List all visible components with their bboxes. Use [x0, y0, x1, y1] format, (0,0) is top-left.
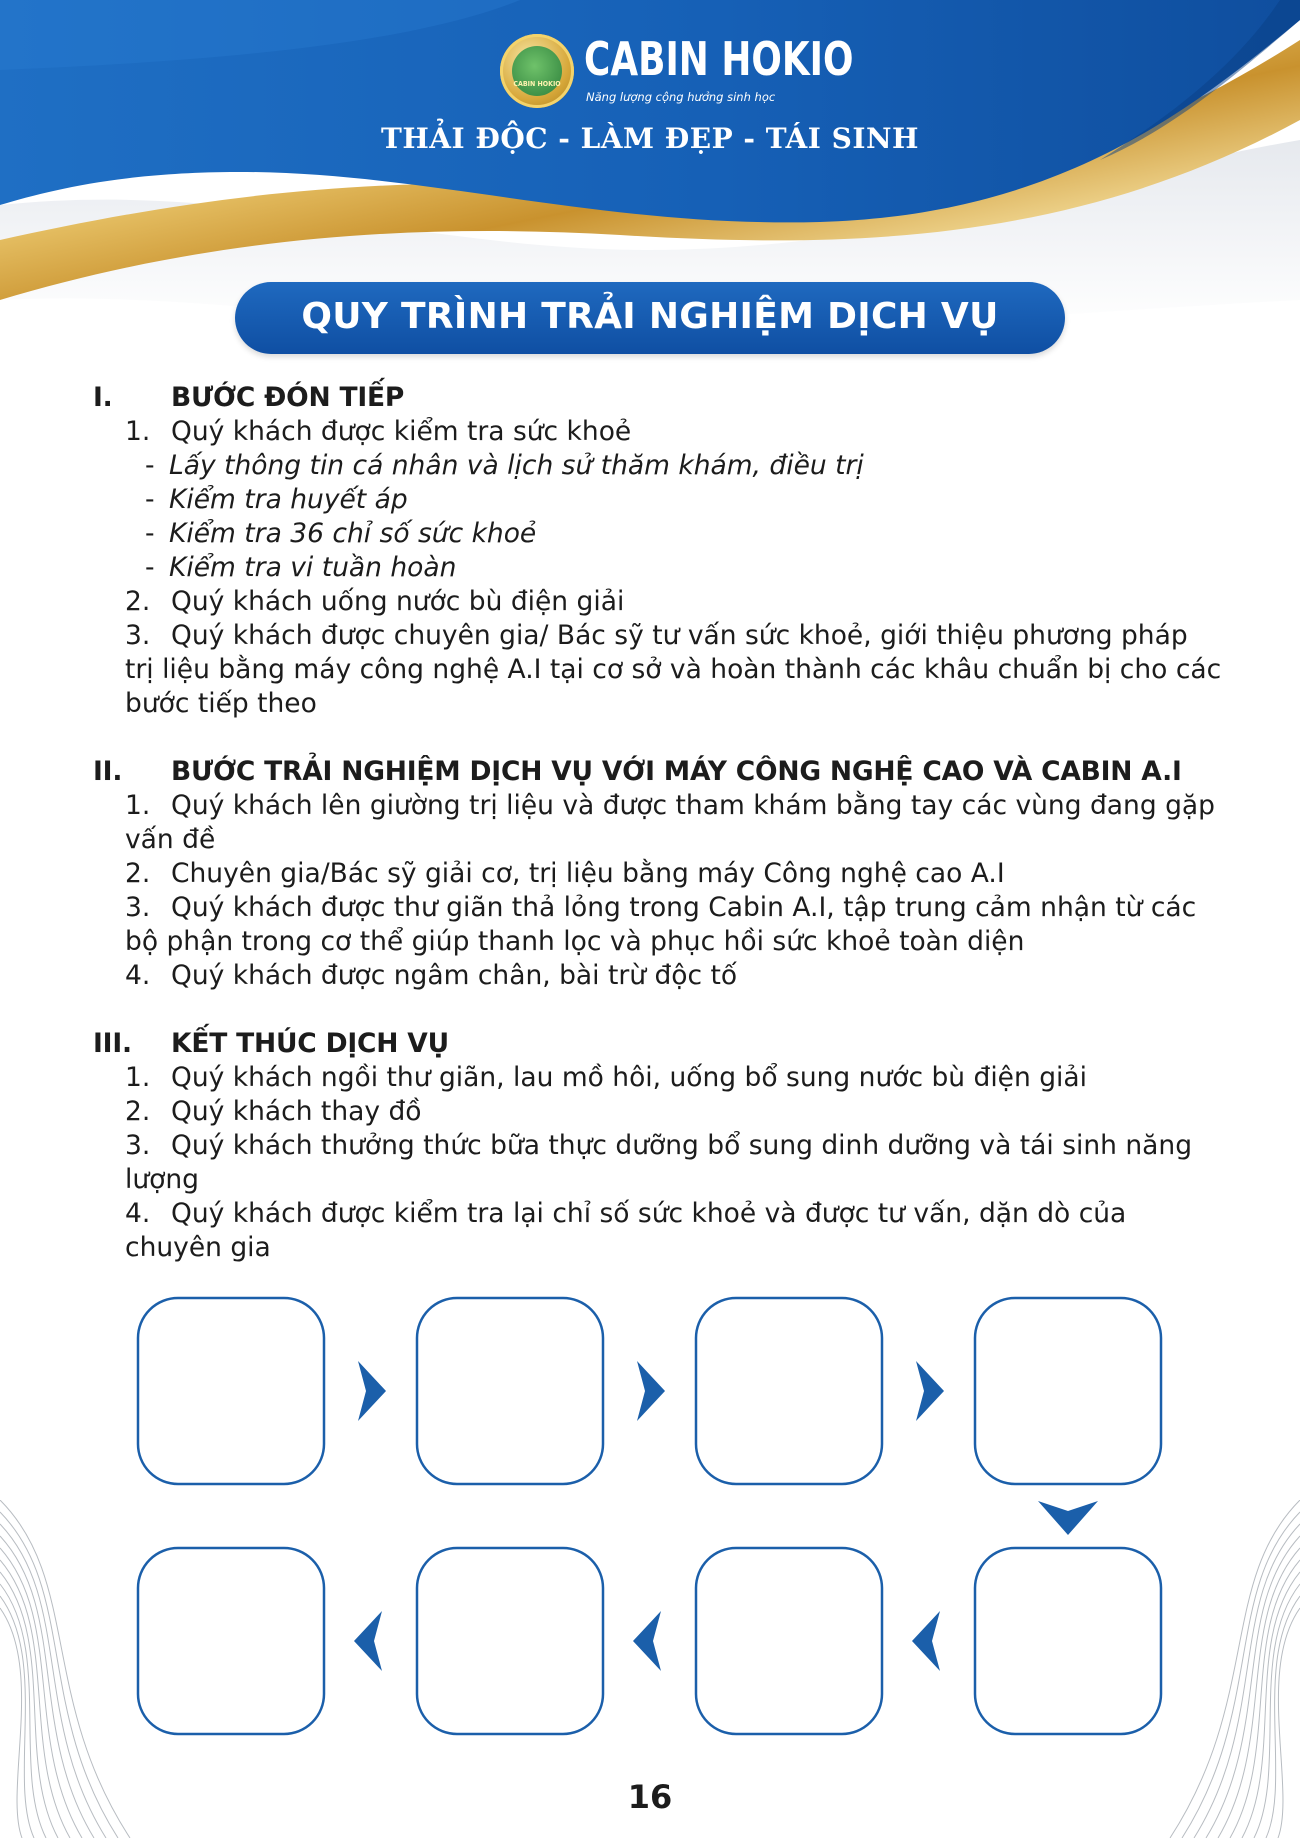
flow-step-box: [138, 1548, 324, 1734]
list-item: 4. Quý khách được kiểm tra lại chỉ số sức khoẻ và được tư vấn, dặn dò của chuyên gia: [125, 1198, 1127, 1263]
section-finish: [93, 1027, 1223, 1265]
list-item: 1. Quý khách ngồi thư giãn, lau mồ hôi, uống bổ sung nước bù điện giải: [125, 1062, 1087, 1093]
flow-step-box: [417, 1298, 603, 1484]
section-reception: [93, 381, 1223, 721]
sub-list-item: - Kiểm tra huyết áp: [145, 484, 408, 515]
chevron-left-icon: [354, 1611, 382, 1671]
list-item: 3. Quý khách được thư giãn thả lỏng trong Cabin A.I, tập trung cảm nhận từ các bộ phận trong cơ thể giúp thanh lọc và phục hồi sức khoẻ toàn diện: [125, 892, 1197, 957]
slogan: THẢI ĐỘC - LÀM ĐẸP - TÁI SINH: [380, 122, 919, 155]
flow-step-box: [975, 1548, 1161, 1734]
section-title: BƯỚC ĐÓN TIẾP: [171, 382, 405, 413]
list-item: 2. Quý khách thay đồ: [125, 1096, 422, 1127]
flow-step-box: [975, 1298, 1161, 1484]
flow-step-box: [138, 1298, 324, 1484]
list-item: 2. Quý khách uống nước bù điện giải: [125, 586, 625, 617]
flow-step-box: [696, 1298, 882, 1484]
list-item: 2. Chuyên gia/Bác sỹ giải cơ, trị liệu bằng máy Công nghệ cao A.I: [125, 858, 1005, 889]
brand-name: CABIN HOKIO: [584, 32, 854, 86]
section-heading: [93, 381, 1223, 415]
section-experience: [93, 755, 1223, 993]
brand-tagline: Năng lượng cộng hưởng sinh học: [586, 90, 776, 104]
section-title: BƯỚC TRẢI NGHIỆM DỊCH VỤ VỚI MÁY CÔNG NGHỆ CAO VÀ CABIN A.I: [171, 756, 1182, 787]
list-item: 3. Quý khách được chuyên gia/ Bác sỹ tư vấn sức khoẻ, giới thiệu phương pháp trị liệu bằng máy công nghệ A.I tại cơ sở và hoàn thành các khâu chuẩn bị cho các bước tiếp theo: [125, 620, 1222, 719]
list-item: 4. Quý khách được ngâm chân, bài trừ độc tố: [125, 960, 738, 991]
section-heading: [93, 755, 1223, 789]
section-number: I.: [93, 382, 113, 413]
list-item: 1. Quý khách được kiểm tra sức khoẻ: [125, 416, 632, 447]
flow-step-box: [417, 1548, 603, 1734]
section-number: II.: [93, 756, 123, 787]
list-item: 1. Quý khách lên giường trị liệu và được tham khám bằng tay các vùng đang gặp vấn đề: [125, 790, 1215, 855]
list-item: 3. Quý khách thưởng thức bữa thực dưỡng bổ sung dinh dưỡng và tái sinh năng lượng: [125, 1130, 1193, 1195]
sub-list-item: - Kiểm tra 36 chỉ số sức khoẻ: [145, 518, 537, 549]
chevron-left-icon: [912, 1611, 940, 1671]
section-heading: [93, 1027, 1223, 1061]
chevron-left-icon: [633, 1611, 661, 1671]
page-title-banner: [235, 282, 1065, 354]
chevron-down-icon: [1038, 1501, 1098, 1535]
page-title: QUY TRÌNH TRẢI NGHIỆM DỊCH VỤ: [301, 296, 999, 337]
process-content: [93, 381, 1223, 1265]
process-flow-diagram: [0, 1290, 1300, 1760]
brand-logo: [500, 32, 854, 112]
logo-badge-icon: [500, 34, 574, 108]
chevron-right-icon: [637, 1361, 665, 1421]
section-number: III.: [93, 1028, 132, 1059]
chevron-right-icon: [916, 1361, 944, 1421]
sub-list-item: - Kiểm tra vi tuần hoàn: [145, 552, 457, 583]
sub-list-item: - Lấy thông tin cá nhân và lịch sử thăm khám, điều trị: [145, 450, 864, 481]
page-number: 16: [627, 1778, 673, 1816]
chevron-right-icon: [358, 1361, 386, 1421]
logo-badge-text: CABIN HOKIO: [513, 80, 561, 88]
section-title: KẾT THÚC DỊCH VỤ: [171, 1028, 449, 1059]
flow-step-box: [696, 1548, 882, 1734]
